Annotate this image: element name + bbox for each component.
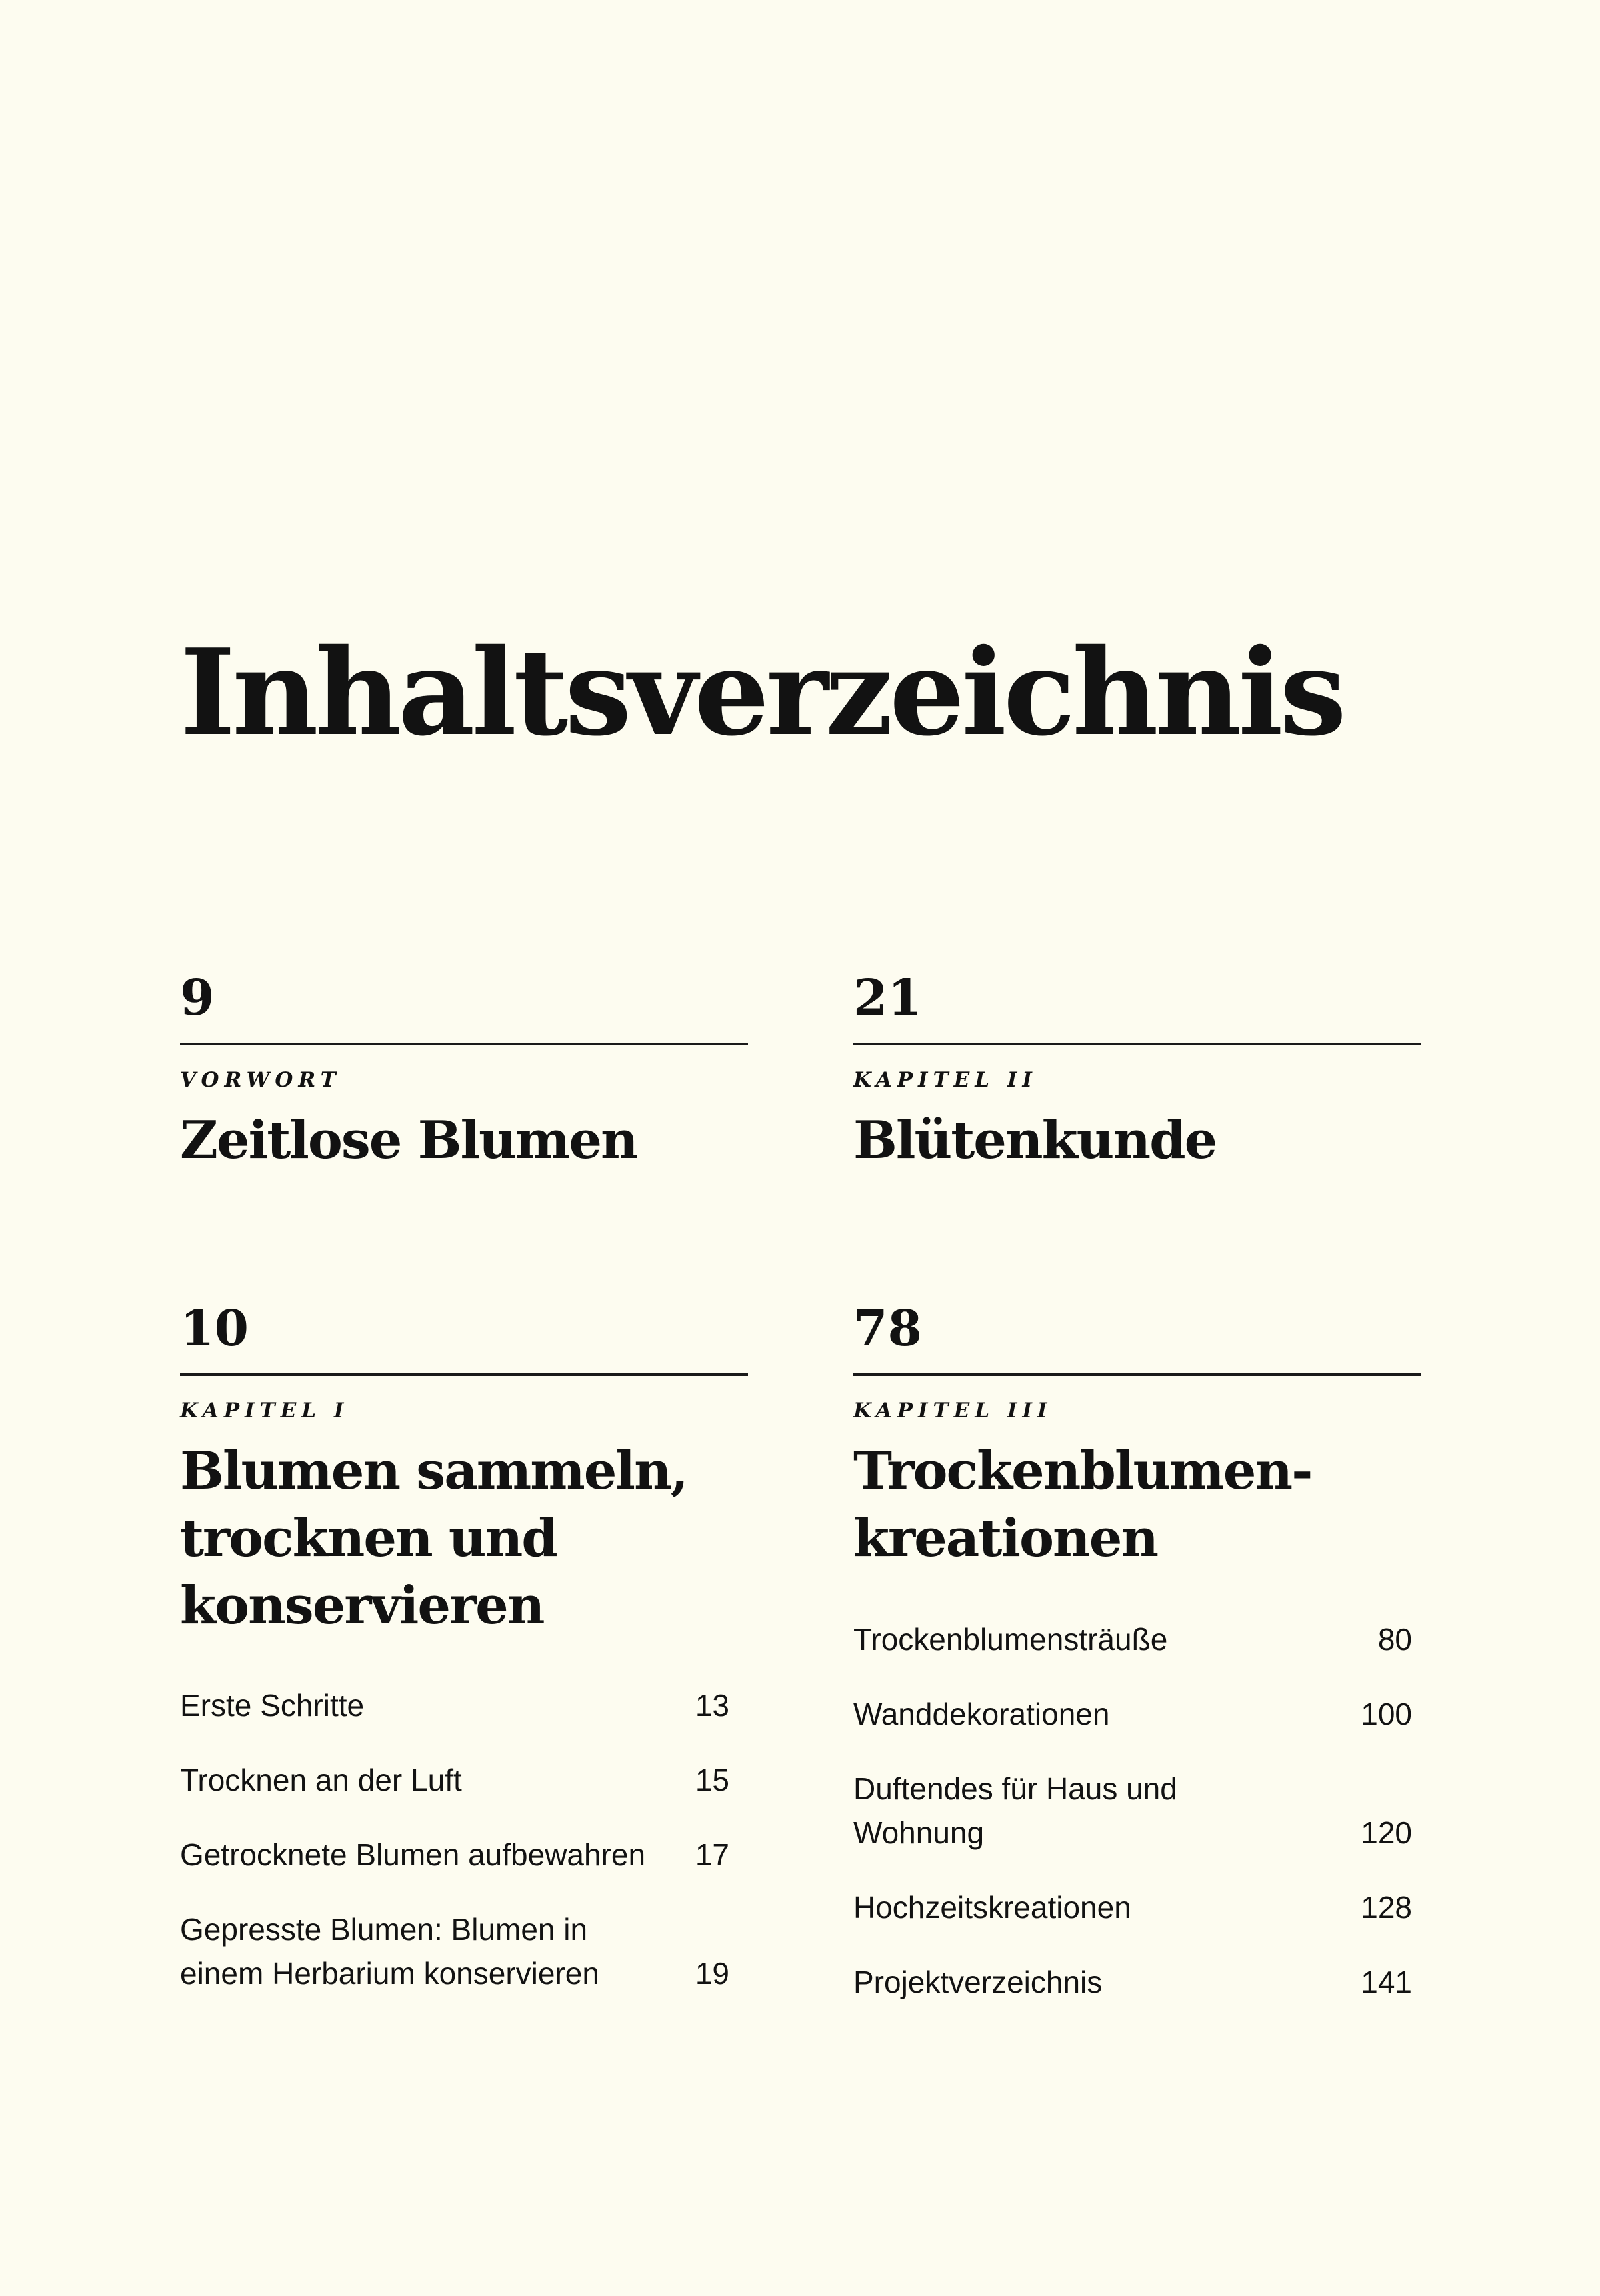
section-divider bbox=[853, 1043, 1421, 1045]
section-page-number: 78 bbox=[853, 1300, 922, 1357]
toc-entry-page: 19 bbox=[695, 1956, 729, 1991]
toc-entry[interactable] bbox=[853, 1692, 1421, 1736]
toc-entry-page: 141 bbox=[1361, 1965, 1412, 1999]
toc-entry-title: Gepresste Blumen: Blumen in einem Herbarium konservieren bbox=[180, 1912, 599, 1991]
toc-entry[interactable] bbox=[180, 1907, 748, 1995]
section-title[interactable]: Blumen sammeln, trocknen und konservieren bbox=[180, 1441, 687, 1636]
toc-entry-title: Projektverzeichnis bbox=[853, 1965, 1103, 1999]
toc-entry-page: 13 bbox=[695, 1688, 729, 1723]
section-page-number: 21 bbox=[853, 969, 922, 1027]
toc-entry[interactable] bbox=[180, 1683, 748, 1727]
toc-entry-page: 15 bbox=[695, 1763, 729, 1797]
section-divider bbox=[180, 1373, 748, 1376]
toc-section-vorwort bbox=[180, 953, 748, 1174]
section-page-number: 9 bbox=[180, 969, 215, 1027]
toc-entry-list bbox=[180, 1683, 748, 1995]
toc-entry[interactable] bbox=[180, 1758, 748, 1802]
toc-section-kapitel-3 bbox=[853, 1284, 1421, 2004]
section-divider bbox=[180, 1043, 748, 1045]
page-title: Inhaltsverzeichnis bbox=[180, 623, 1343, 762]
toc-entry[interactable] bbox=[853, 1767, 1421, 1855]
toc-section-kapitel-1 bbox=[180, 1284, 748, 1995]
toc-entry[interactable] bbox=[853, 1617, 1421, 1661]
toc-section-kapitel-2 bbox=[853, 953, 1421, 1174]
toc-entry[interactable] bbox=[853, 1885, 1421, 1929]
toc-entry-title: Duftendes für Haus und Wohnung bbox=[853, 1771, 1177, 1850]
toc-entry[interactable] bbox=[180, 1833, 748, 1877]
toc-entry-page: 100 bbox=[1361, 1697, 1412, 1731]
toc-entry-page: 80 bbox=[1377, 1622, 1412, 1657]
section-kicker: KAPITEL III bbox=[853, 1399, 1053, 1423]
section-title[interactable]: Trockenblumen-kreationen bbox=[853, 1441, 1312, 1569]
section-kicker: KAPITEL II bbox=[853, 1068, 1037, 1092]
toc-entry-title: Wanddekorationen bbox=[853, 1697, 1110, 1731]
section-page-number: 10 bbox=[180, 1300, 249, 1357]
toc-entry-title: Trockenblumensträuße bbox=[853, 1622, 1168, 1657]
toc-entry-list bbox=[853, 1617, 1421, 2004]
toc-entry[interactable] bbox=[853, 1960, 1421, 2004]
toc-entry-title: Trocknen an der Luft bbox=[180, 1763, 462, 1797]
toc-entry-page: 120 bbox=[1361, 1815, 1412, 1850]
toc-entry-title: Hochzeitskreationen bbox=[853, 1890, 1131, 1925]
toc-entry-page: 128 bbox=[1361, 1890, 1412, 1925]
section-divider bbox=[853, 1373, 1421, 1376]
section-kicker: KAPITEL I bbox=[180, 1399, 349, 1423]
toc-entry-title: Erste Schritte bbox=[180, 1688, 365, 1723]
section-title[interactable]: Zeitlose Blumen bbox=[180, 1110, 637, 1171]
toc-entry-title: Getrocknete Blumen aufbewahren bbox=[180, 1837, 646, 1872]
section-title[interactable]: Blütenkunde bbox=[853, 1110, 1217, 1171]
section-kicker: VORWORT bbox=[180, 1068, 341, 1092]
toc-entry-page: 17 bbox=[695, 1837, 729, 1872]
